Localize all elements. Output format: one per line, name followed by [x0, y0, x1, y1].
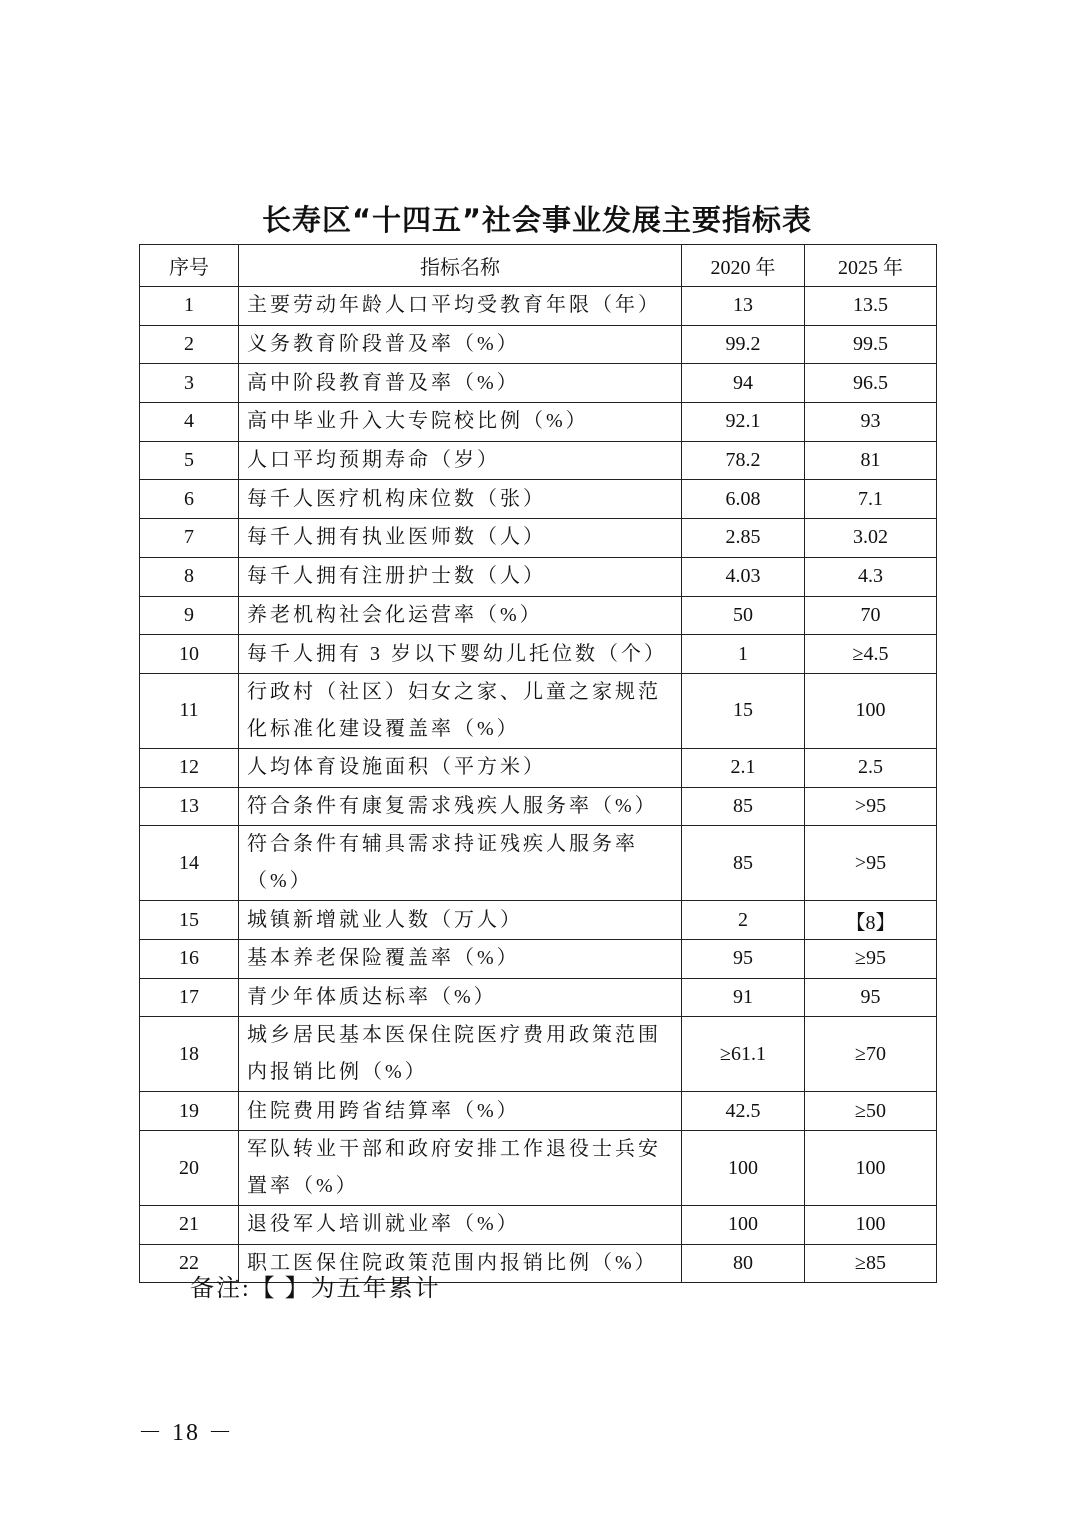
cell-name: 城镇新增就业人数（万人） [239, 901, 682, 940]
cell-2020: 13 [682, 287, 805, 326]
cell-no: 2 [140, 325, 239, 364]
cell-no: 4 [140, 403, 239, 442]
header-2025: 2025 年 [805, 245, 937, 287]
cell-name: 城乡居民基本医保住院医疗费用政策范围内报销比例（%） [239, 1017, 682, 1092]
cell-no: 16 [140, 939, 239, 978]
cell-2020: 1 [682, 635, 805, 674]
cell-no: 18 [140, 1017, 239, 1092]
cell-2025: 70 [805, 596, 937, 635]
cell-no: 15 [140, 901, 239, 940]
cell-no: 8 [140, 557, 239, 596]
table-header-row [140, 245, 937, 287]
cell-2020: 4.03 [682, 557, 805, 596]
table-row [140, 364, 937, 403]
cell-name: 职工医保住院政策范围内报销比例（%） [239, 1244, 682, 1283]
cell-2020: 2.1 [682, 748, 805, 787]
cell-name: 每千人拥有执业医师数（人） [239, 519, 682, 558]
cell-2025: ≥50 [805, 1092, 937, 1131]
cell-no: 17 [140, 978, 239, 1017]
cell-name: 每千人拥有注册护士数（人） [239, 557, 682, 596]
cell-name: 人均体育设施面积（平方米） [239, 748, 682, 787]
page-title: 长寿区“十四五”社会事业发展主要指标表 [261, 203, 813, 237]
table-row [140, 635, 937, 674]
cell-2020: 100 [682, 1131, 805, 1206]
cell-2025: ≥4.5 [805, 635, 937, 674]
cell-2025: 2.5 [805, 748, 937, 787]
table-row [140, 1131, 937, 1206]
page-number: － 18 － [138, 1420, 234, 1446]
cell-2020: 2.85 [682, 519, 805, 558]
cell-no: 13 [140, 787, 239, 826]
cell-2020: 85 [682, 826, 805, 901]
cell-2020: 91 [682, 978, 805, 1017]
cell-2025: 81 [805, 441, 937, 480]
cell-2020: 50 [682, 596, 805, 635]
table-row [140, 403, 937, 442]
cell-name: 义务教育阶段普及率（%） [239, 325, 682, 364]
table-row [140, 826, 937, 901]
header-no: 序号 [140, 245, 239, 287]
footnote: 备注:【 】为五年累计 [190, 1276, 441, 1302]
table-row [140, 325, 937, 364]
table-row [140, 287, 937, 326]
cell-2025: 7.1 [805, 480, 937, 519]
cell-2025: 100 [805, 1206, 937, 1245]
table-row [140, 480, 937, 519]
cell-2020: 6.08 [682, 480, 805, 519]
table-row [140, 748, 937, 787]
cell-name: 高中阶段教育普及率（%） [239, 364, 682, 403]
cell-no: 14 [140, 826, 239, 901]
cell-no: 6 [140, 480, 239, 519]
cell-2025: 100 [805, 673, 937, 748]
header-name: 指标名称 [239, 245, 682, 287]
cell-name: 行政村（社区）妇女之家、儿童之家规范化标准化建设覆盖率（%） [239, 673, 682, 748]
cell-2020: 2 [682, 901, 805, 940]
cell-2025: 99.5 [805, 325, 937, 364]
cell-name: 青少年体质达标率（%） [239, 978, 682, 1017]
table-row [140, 519, 937, 558]
cell-name: 主要劳动年龄人口平均受教育年限（年） [239, 287, 682, 326]
cell-no: 12 [140, 748, 239, 787]
cell-2025: 13.5 [805, 287, 937, 326]
cell-2025: 100 [805, 1131, 937, 1206]
cell-2025: 96.5 [805, 364, 937, 403]
cell-name: 基本养老保险覆盖率（%） [239, 939, 682, 978]
cell-2025: ≥70 [805, 1017, 937, 1092]
table-row [140, 901, 937, 940]
table-row [140, 1092, 937, 1131]
table-row [140, 557, 937, 596]
cell-2020: 100 [682, 1206, 805, 1245]
cell-2020: 15 [682, 673, 805, 748]
cell-name: 军队转业干部和政府安排工作退役士兵安置率（%） [239, 1131, 682, 1206]
cell-no: 7 [140, 519, 239, 558]
cell-2025: 【8】 [805, 901, 937, 940]
table-row [140, 596, 937, 635]
table-row [140, 978, 937, 1017]
table-row [140, 1017, 937, 1092]
table-row [140, 1206, 937, 1245]
cell-no: 5 [140, 441, 239, 480]
cell-no: 19 [140, 1092, 239, 1131]
cell-2025: 3.02 [805, 519, 937, 558]
table-row [140, 939, 937, 978]
cell-name: 住院费用跨省结算率（%） [239, 1092, 682, 1131]
table-body [140, 287, 937, 1283]
cell-name: 每千人拥有 3 岁以下婴幼儿托位数（个） [239, 635, 682, 674]
cell-name: 每千人医疗机构床位数（张） [239, 480, 682, 519]
cell-name: 人口平均预期寿命（岁） [239, 441, 682, 480]
cell-2020: 85 [682, 787, 805, 826]
cell-no: 22 [140, 1244, 239, 1283]
cell-no: 10 [140, 635, 239, 674]
cell-2025: 4.3 [805, 557, 937, 596]
header-2020: 2020 年 [682, 245, 805, 287]
cell-2020: ≥61.1 [682, 1017, 805, 1092]
table-row [140, 673, 937, 748]
cell-2025: >95 [805, 787, 937, 826]
cell-2020: 78.2 [682, 441, 805, 480]
cell-no: 11 [140, 673, 239, 748]
cell-2020: 80 [682, 1244, 805, 1283]
cell-2025: >95 [805, 826, 937, 901]
indicator-table [139, 244, 937, 1283]
cell-no: 20 [140, 1131, 239, 1206]
cell-2025: ≥95 [805, 939, 937, 978]
cell-no: 1 [140, 287, 239, 326]
cell-name: 养老机构社会化运营率（%） [239, 596, 682, 635]
cell-name: 高中毕业升入大专院校比例（%） [239, 403, 682, 442]
cell-name: 退役军人培训就业率（%） [239, 1206, 682, 1245]
cell-2020: 94 [682, 364, 805, 403]
cell-name: 符合条件有辅具需求持证残疾人服务率（%） [239, 826, 682, 901]
cell-name: 符合条件有康复需求残疾人服务率（%） [239, 787, 682, 826]
cell-no: 3 [140, 364, 239, 403]
cell-2025: 95 [805, 978, 937, 1017]
table-row [140, 441, 937, 480]
table-row [140, 787, 937, 826]
cell-no: 21 [140, 1206, 239, 1245]
cell-2025: ≥85 [805, 1244, 937, 1283]
cell-2020: 42.5 [682, 1092, 805, 1131]
cell-no: 9 [140, 596, 239, 635]
cell-2020: 99.2 [682, 325, 805, 364]
cell-2020: 92.1 [682, 403, 805, 442]
cell-2020: 95 [682, 939, 805, 978]
cell-2025: 93 [805, 403, 937, 442]
